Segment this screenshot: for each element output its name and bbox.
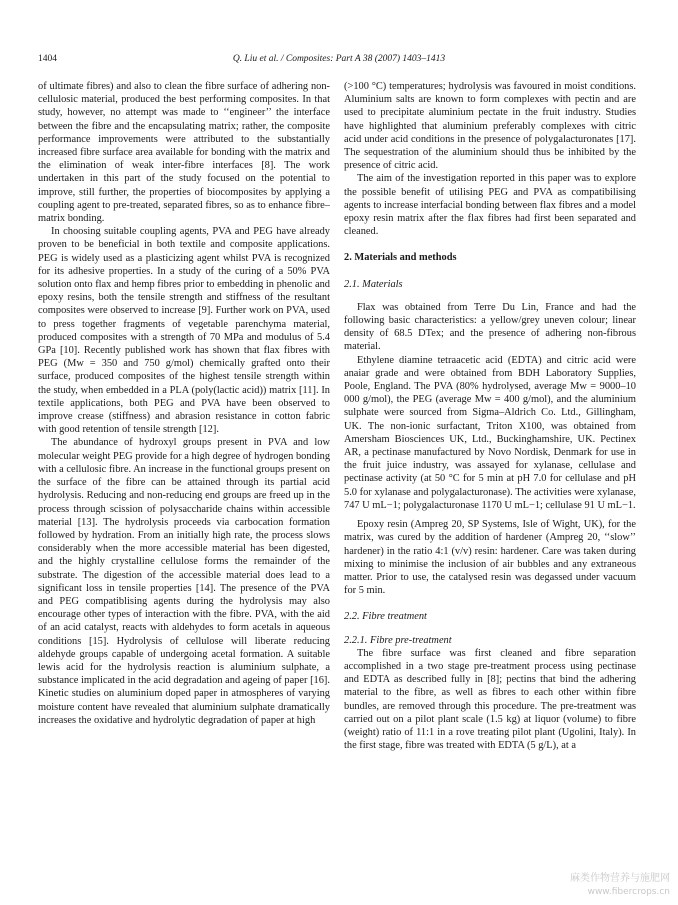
running-head: Q. Liu et al. / Composites: Part A 38 (2007) 1403–1413 <box>232 54 446 64</box>
paragraph: The aim of the investigation reported in this paper was to explore the possible benefit of utilising PEG and PVA as compatibilising agents to increase interfacial bonding between flax fibres and a model epoxy resin matrix after the flax fibres had first been separated and cleaned. <box>344 173 636 238</box>
watermark-line-2: www.fibercrops.cn <box>587 887 670 897</box>
section-heading: 2. Materials and methods <box>344 252 457 264</box>
paragraph: Ethylene diamine tetraacetic acid (EDTA) and citric acid were anaiar grade and were obtained from BDH Laboratory Supplies, Poole, England. The PVA (80% hydrolysed, average Mw = 9000–10 000 g/mol), the PEG (average Mw = 400 g/mol), and the aluminium sulphate were sourced from Sigma–Aldrich Co. Ltd., Gillingham, UK. The non-ionic surfactant, Triton X100, was obtained from Amersham Biosciences UK, Ltd., Buckinghamshire, UK. Pectinex AR, a pectinase manufactured by Novo Nordisk, Denmark for use in the fruit juice industry, was assayed for xylanase, cellulase and pectinase activity (at 50 °C for 5 min at pH 7.0 for cellulase and pH 5.0 for xylanase and polygalacturonase). The activities were xylanase, 747 U mL−1; polygalacturonase 1170 U mL−1; cellulase 91 U mL−1. <box>344 354 636 511</box>
paragraph: Epoxy resin (Ampreg 20, SP Systems, Isle of Wight, UK), for the matrix, was cured by the addition of hardener (Ampreg 20, ‘‘slow’’ hardener) in the ratio 4:1 (v/v) resin: hardener. Care was taken during mixing to minimise the inclusion of air bubbles and any extraneous matter. Prior to use, the catalysed resin was degassed under vacuum for 5 min. <box>344 519 636 597</box>
watermark-logo <box>522 869 672 899</box>
subsection-heading-materials: 2.1. Materials <box>344 278 403 290</box>
paragraph: The abundance of hydroxyl groups present in PVA and low molecular weight PEG provide for a high degree of hydrogen bonding with a cellulosic fibre. An increase in the functional groups present on the surface of the fibre can be attained through its partial acid hydrolysis. Reducing and non-reducing end groups are freed up in the process through scission of polysaccharide chains within accessible material [13]. The hydrolysis proceeds via carbocation formation followed by hydration. From an initially high rate, the process slows considerably when the more accessible material has been digested, and the highly crystalline cellulose forms the remainder of the substrate. The digestion of the accessible material does lead to a significant loss in tensile properties [14]. The presence of the PVA and PEG compatiblising agents during the hydrolysis may also encourage other types of interaction with the fibre. PVA, with the aid of an acid catalyst, reacts with aldehydes to form acetals in aqueous conditions [15]. Hydrolysis of cellulose will liberate reducing aldehyde groups capable of undergoing acetal formation. A suitable lewis acid for the hydrolysis reaction is aluminium sulphate, a substance implicated in the acid degradation and ageing of paper [16]. Kinetic studies on aluminium doped paper in atmospheres of varying moisture content have revealed that aluminium sulphate dramatically increases the oxidative and hydrolytic degradation of paper at high <box>38 437 331 726</box>
paragraph: of ultimate fibres) and also to clean the fibre surface of adhering non-cellulosic material, produced the best performing composites. In that study, however, no attempt was made to ‘‘engineer’’ the interface between the fibre and the encapsulating matrix; rather, the composite performance improvements were attributed to the substantially increased fibre surface area available for bonding with the matrix and the elimination of weak inter-fibre interfaces [8]. The work undertaken in this part of the study focused on the potential to improve, still further, the properties of biocomposites by applying a coupling agent to pre-treated, separated fibres, so as to enhance fibre–matrix bonding. <box>38 81 330 225</box>
paragraph: In choosing suitable coupling agents, PVA and PEG have already proven to be beneficial in both textile and composite applications. PEG is widely used as a plasticizing agent whilst PVA is recognized for its adhesive properties. In a study of the curing of a 50% PVA solution onto flax and hemp fibres prior to embedding in phenolic and epoxy resins, both the tensile strength and stiffness of the resultant composites were observed to increase [9]. Further work on PVA, used to press together fragments of vegetable parenchyma material, produced composites with a strength of 70 MPa and modulus of 5.4 GPa [10]. Recently published work has shown that flax fibres with PEG (Mw = 350 and 750 g/mol) chemically grafted onto their surface, produced composites of the highest tensile strength within the study, when embedded in a PLA (poly(lactic acid)) matrix [11]. In textile applications, both PEG and PVA have been observed to improve crease (stiffness) and abrasion resistance in cotton fabric with good retention of tensile strength [12]. <box>38 226 330 436</box>
right-column <box>344 80 636 752</box>
running-header <box>38 52 640 66</box>
left-column <box>38 80 330 727</box>
subsection-heading-fibre-treatment: 2.2. Fibre treatment <box>344 611 427 623</box>
subsubsection-heading-pretreatment: 2.2.1. Fibre pre-treatment <box>344 634 452 646</box>
paragraph: (>100 °C) temperatures; hydrolysis was favoured in moist conditions. Aluminium salts are known to form complexes with pectin and are used to precipitate aluminium pectate in the fruit industry. Studies have highlighted that aluminium preferably complexes with citric acid under acid conditions in the presence of polygalacturonates [17]. The sequestration of the aluminium should thus be inhibited by the presence of citric acid. <box>344 81 636 172</box>
page-number: 1404 <box>38 54 57 64</box>
paragraph: The fibre surface was first cleaned and fibre separation accomplished in a two stage pre-treatment process using pectinase and EDTA as described fully in [8]; pectins that bind the adhering material to the fibre, as well as fibres to each other within fibre bundles, are removed through this procedure. The pre-treatment was carried out on a pilot plant scale (1.5 kg) at liquor (volume) to fibre (weight) ratio of 11:1 in a rove treating pilot plant (Ugolini, Italy). In the first stage, fibre was treated with EDTA (5 g/L), at a <box>344 647 636 752</box>
paragraph: Flax was obtained from Terre Du Lin, France and had the following basic characteristics: a yellow/grey uneven colour; linear density of 68.5 DTex; and the presence of adhering non-fibrous material. <box>344 301 636 353</box>
watermark-line-1: 麻类作物营养与施肥网 <box>570 873 670 884</box>
